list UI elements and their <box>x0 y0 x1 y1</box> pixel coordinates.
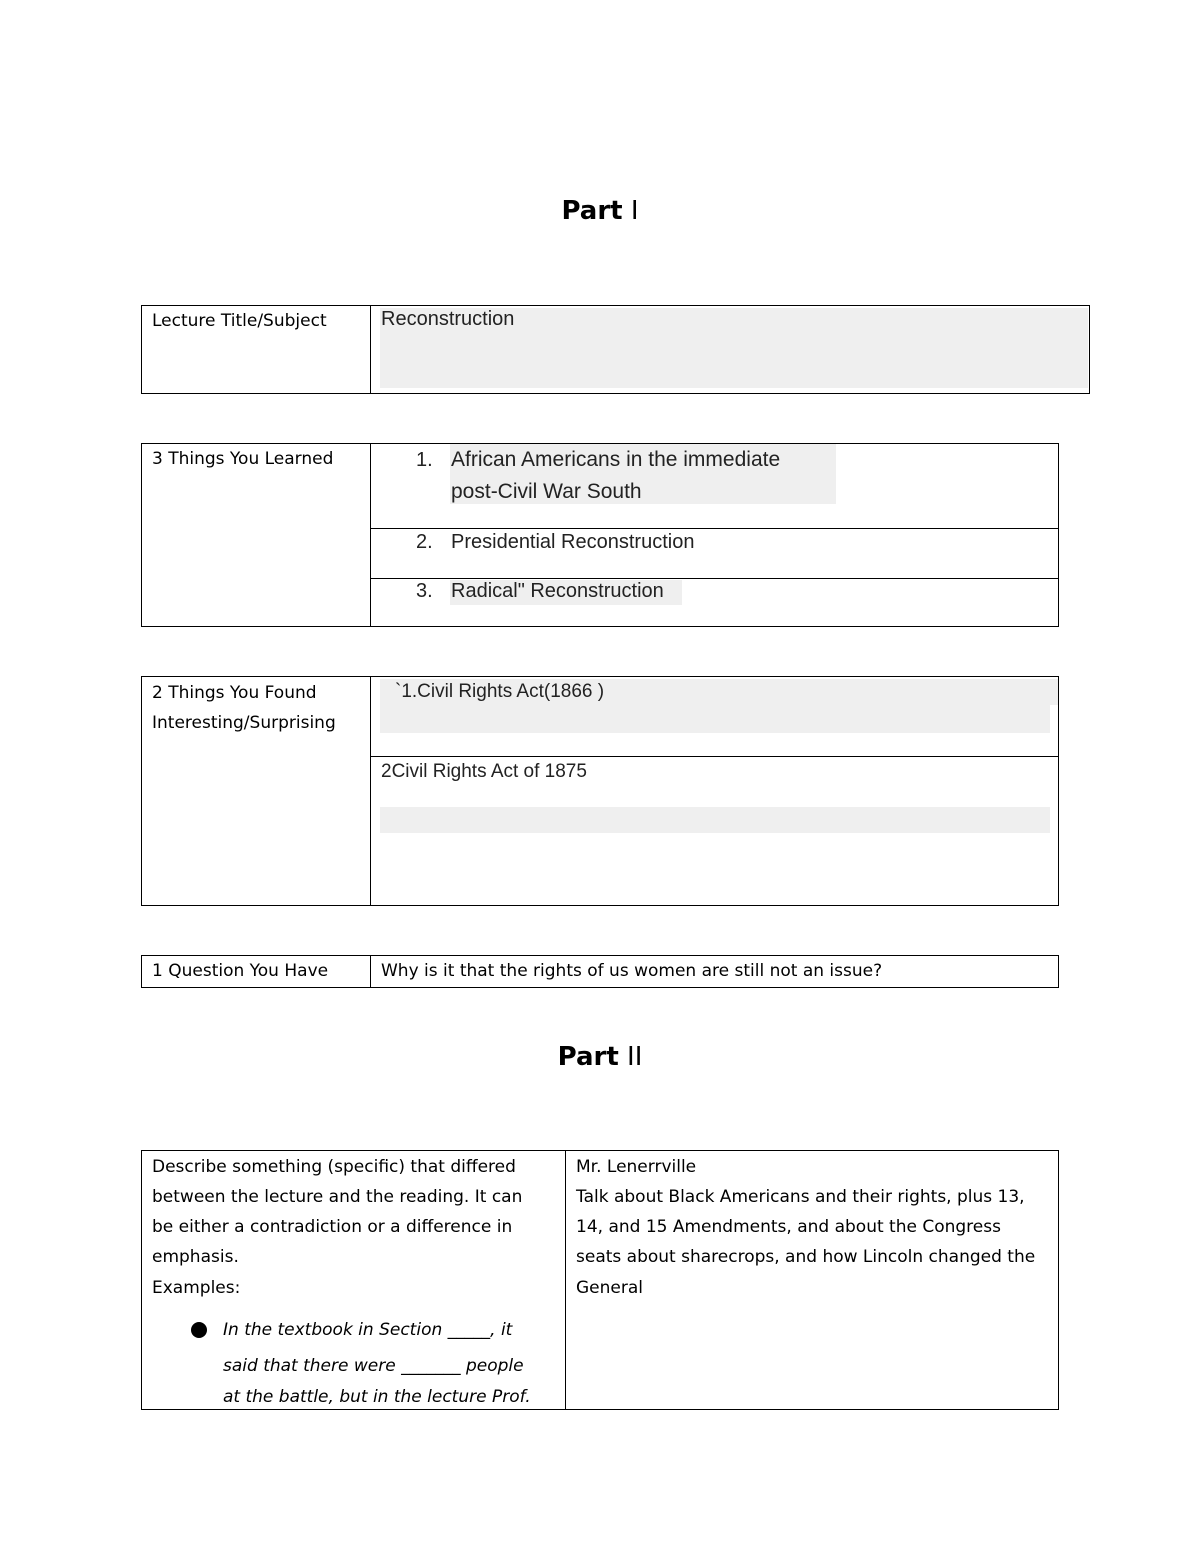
example-line-1: In the textbook in Section _____, it <box>223 1320 513 1340</box>
question-value: Why is it that the rights of us women are still not an issue? <box>381 961 883 981</box>
lecture-table <box>141 305 1090 394</box>
describe-line-5: Examples: <box>152 1278 241 1298</box>
describe-line-1: Describe something (specific) that differed <box>152 1157 516 1177</box>
interesting-table <box>141 676 1059 906</box>
learned-item-1b: post-Civil War South <box>451 480 642 503</box>
describe-line-3: be either a contradiction or a difference in <box>152 1217 513 1237</box>
lecture-label: Lecture Title/Subject <box>152 311 327 331</box>
answer-line-3: 14, and 15 Amendments, and about the Congress <box>576 1217 1001 1237</box>
part-two-title: Part II <box>557 1042 643 1072</box>
describe-table <box>141 1150 1059 1410</box>
lecture-value: Reconstruction <box>381 308 515 330</box>
learned-num-2: 2. <box>416 531 433 553</box>
example-line-3: at the battle, but in the lecture Prof. <box>223 1387 531 1407</box>
learned-item-2: Presidential Reconstruction <box>451 531 695 553</box>
describe-line-2: between the lecture and the reading. It can <box>152 1187 523 1207</box>
interesting-label-1: 2 Things You Found <box>152 683 317 703</box>
answer-line-1: Mr. Lenerrville <box>576 1157 697 1177</box>
learned-item-1a: African Americans in the immediate <box>451 448 781 471</box>
answer-line-4: seats about sharecrops, and how Lincoln changed the <box>576 1247 1036 1267</box>
learned-num-1: 1. <box>416 449 433 471</box>
answer-line-2: Talk about Black Americans and their rights, plus 13, <box>576 1187 1025 1207</box>
interesting-label-2: Interesting/Surprising <box>152 713 336 733</box>
learned-label: 3 Things You Learned <box>152 449 334 469</box>
question-table <box>141 955 1059 988</box>
learned-table <box>141 443 1059 627</box>
bullet-icon <box>191 1322 207 1338</box>
answer-line-5: General <box>576 1278 643 1298</box>
example-line-2: said that there were _______ people <box>223 1356 524 1376</box>
part-one-title: Part I <box>561 196 639 226</box>
interesting-item-2: 2Civil Rights Act of 1875 <box>381 761 587 782</box>
question-label: 1 Question You Have <box>152 961 329 981</box>
describe-line-4: emphasis. <box>152 1247 239 1267</box>
interesting-item-1: `1.Civil Rights Act(1866 ) <box>395 681 605 702</box>
learned-num-3: 3. <box>416 580 433 602</box>
learned-item-3: Radical" Reconstruction <box>451 580 664 602</box>
